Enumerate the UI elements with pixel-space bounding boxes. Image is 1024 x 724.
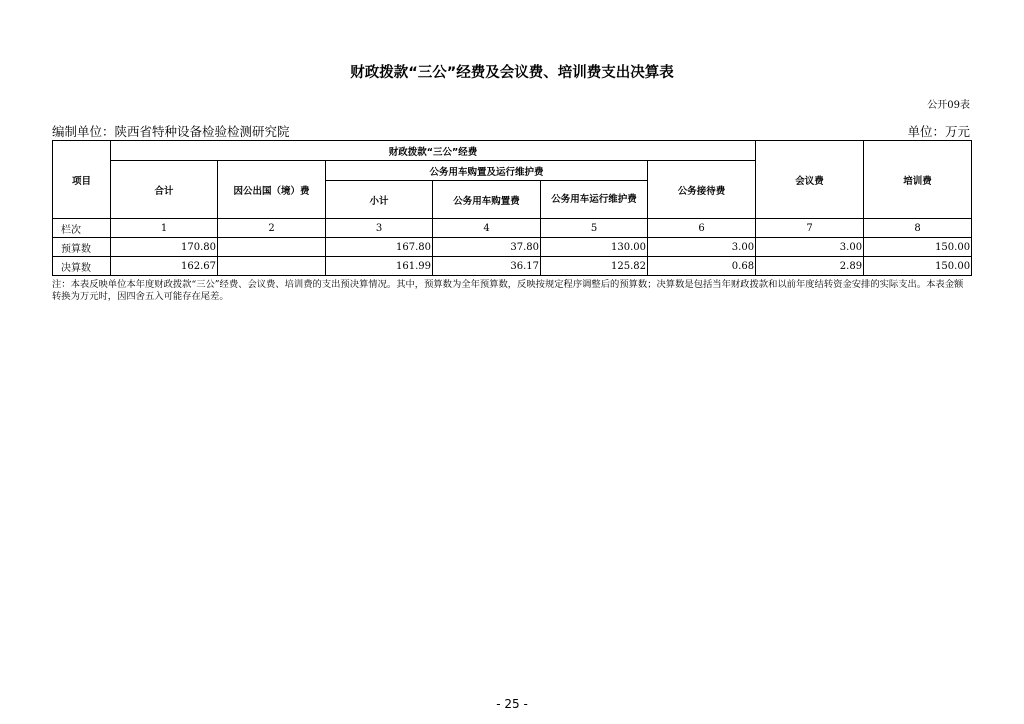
table-cell: 3.00	[648, 238, 756, 257]
table-cell: 125.82	[541, 257, 648, 276]
currency-unit: 单位：万元	[907, 124, 970, 139]
header-total: 合计	[111, 161, 218, 219]
header-subtotal: 小计	[326, 181, 433, 219]
header-training: 培训费	[864, 141, 972, 219]
table-cell: 162.67	[111, 257, 218, 276]
table-cell: 7	[756, 219, 864, 238]
table-cell: 167.80	[326, 238, 433, 257]
header-three-public: 财政拨款“三公”经费	[111, 141, 756, 161]
table-cell: 3	[326, 219, 433, 238]
row-label: 栏次	[53, 219, 111, 238]
table-cell: 8	[864, 219, 972, 238]
header-abroad: 因公出国（境）费	[218, 161, 326, 219]
table-note: 注：本表反映单位本年度财政拨款“三公”经费、会议费、培训费的支出预决算情况。其中，预算数为全年预算数，反映按规定程序调整后的预算数；决算数是包括当年财政拨款和以前年度结转资金安排的实际支出。本表金额转换为万元时，因四舍五入可能存在尾差。	[52, 279, 964, 302]
table-cell	[218, 257, 326, 276]
page-title: 财政拨款“三公”经费及会议费、培训费支出决算表	[350, 65, 674, 81]
table-cell: 6	[648, 219, 756, 238]
table-cell: 130.00	[541, 238, 648, 257]
header-vehicle-group: 公务用车购置及运行维护费	[326, 161, 648, 181]
table-cell: 5	[541, 219, 648, 238]
form-number: 公开09表	[927, 100, 970, 111]
row-label: 决算数	[53, 257, 111, 276]
header-item: 项目	[53, 141, 111, 219]
header-meeting: 会议费	[756, 141, 864, 219]
table-cell: 0.68	[648, 257, 756, 276]
table-cell: 36.17	[433, 257, 541, 276]
expenditure-table	[52, 140, 972, 276]
table-cell: 170.80	[111, 238, 218, 257]
table-row	[53, 238, 972, 257]
table-cell: 37.80	[433, 238, 541, 257]
table-cell: 150.00	[864, 257, 972, 276]
table-cell: 161.99	[326, 257, 433, 276]
table-cell: 2.89	[756, 257, 864, 276]
table-cell: 4	[433, 219, 541, 238]
header-reception: 公务接待费	[648, 161, 756, 219]
table-cell	[218, 238, 326, 257]
table-row	[53, 257, 972, 276]
page-number: - 25 -	[496, 697, 528, 711]
table-cell: 3.00	[756, 238, 864, 257]
table-cell: 150.00	[864, 238, 972, 257]
row-label: 预算数	[53, 238, 111, 257]
header-vehicle-purchase: 公务用车购置费	[433, 181, 541, 219]
table-row	[53, 219, 972, 238]
table-cell: 2	[218, 219, 326, 238]
compiling-unit: 编制单位：陕西省特种设备检验检测研究院	[52, 124, 290, 139]
header-vehicle-operation: 公务用车运行维护费	[541, 181, 648, 219]
table-cell: 1	[111, 219, 218, 238]
